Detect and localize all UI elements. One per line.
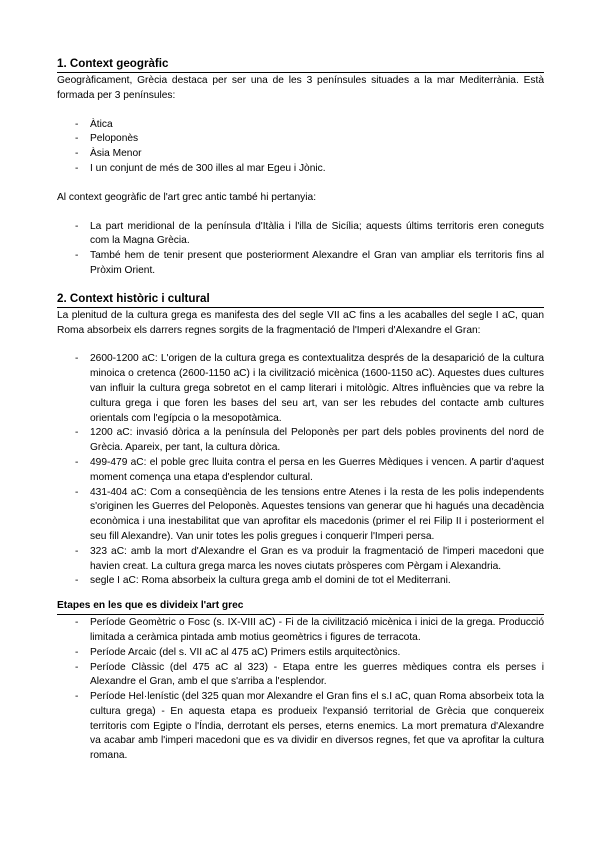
- list-item: - I un conjunt de més de 300 illes al mar Egeu i Jònic.: [75, 162, 326, 174]
- list-item: - 323 aC: amb la mort d'Alexandre el Gran es va produir la fragmentació de l'imperi macedoni que havien creat. La cultura grega marca les noves ciutats pròsperes com Pèrgam i Alexandria.: [75, 545, 544, 572]
- list-item: - 431-404 aC: Com a conseqüència de les tensions entre Atenes i la resta de les polis independents s'originen les Guerres del Peloponès. Aquestes tensions van generar que hi hagués una decadència econòmica i una inestabilitat que van aprofitar els macedonis (primer el rei Filip II i posteriorment el seu fill Alexandre). Van unir totes les polis gregues i conquerir l'Imperi persa.: [75, 486, 544, 542]
- context-list: [57, 220, 544, 279]
- list-item: - Peloponès: [75, 133, 139, 145]
- list-item: - Període Clàssic (del 475 aC al 323) - Etapa entre les guerres mèdiques contra els perses i Alexandre el Gran, amb el que s'arriba a l'esplendor.: [75, 661, 544, 688]
- list-item: - Àtica: [75, 118, 113, 130]
- section-2-heading: 2. Context històric i cultural: [57, 291, 544, 308]
- list-item: - Àsia Menor: [75, 148, 142, 160]
- list-item: - 2600-1200 aC: L'origen de la cultura grega es contextualitza després de la desaparició de la cultura minoica o cretenca (2600-1150 aC) i la civilització micènica (1600-1150 aC). Aquestes dues cultures van influir la cultura grega sobretot en el camp literari i mitològic. Altres influències que va rebre la cultura grega i que foren les bases del seu art, van ser les rebudes del contacte amb cultures orientals com l'egípcia o la mesopotàmica.: [75, 353, 544, 424]
- section-3-heading: Etapes en les que es divideix l'art grec: [57, 599, 544, 615]
- stages-list: [57, 616, 544, 764]
- list-item: - La part meridional de la península d'Itàlia i l'illa de Sicília; aquests últims territoris eren coneguts com la Magna Grècia.: [75, 220, 544, 247]
- list-item: - Període Hel·lenístic (del 325 quan mor Alexandre el Gran fins el s.I aC, quan Roma absorbeix tota la cultura grega) - En aquesta etapa es produeix l'expansió territorial de Grècia que conquereix territoris com Egipte o l'Índia, derrotant els perses, eterns enemics. La mort prematura d'Alexandre va acabar amb l'imperi macedoni que es va dividir en diversos regnes, fet que va aprofitar la cultura romana.: [75, 691, 544, 762]
- section-1-intro: Geogràficament, Grècia destaca per ser una de les 3 penínsules situades a la mar Mediterrània. Està formada per 3 penínsules:: [57, 75, 544, 101]
- section-2-intro: La plenitud de la cultura grega es manifesta des del segle VII aC fins a les acaballes del segle I aC, quan Roma absorbeix els darrers regnes sorgits de la fragmentació de l'Imperi d'Alexandre el Gran:: [57, 309, 544, 336]
- list-item: - Període Geomètric o Fosc (s. IX-VIII aC) - Fi de la civilització micènica i inici de la grega. Producció limitada a ceràmica pintada amb motius geomètrics i figures de terracota.: [75, 617, 544, 643]
- list-item: - També hem de tenir present que posteriorment Alexandre el Gran van ampliar els territoris fins al Pròxim Orient.: [75, 250, 544, 276]
- context-intro: Al context geogràfic de l'art grec antic també hi pertanyia:: [57, 191, 317, 203]
- list-item: - segle I aC: Roma absorbeix la cultura grega amb el domini de tot el Mediterrani.: [75, 575, 451, 587]
- section-1-heading: 1. Context geogràfic: [57, 56, 544, 73]
- list-item: - 1200 aC: invasió dòrica a la península del Peloponès per part dels pobles provinents del nord de Grècia. Apareix, per tant, la cultura dòrica.: [75, 427, 544, 454]
- timeline-list: [57, 352, 544, 589]
- list-item: - Període Arcaic (del s. VII aC al 475 aC) Primers estils arquitectònics.: [75, 646, 401, 658]
- peninsula-list: [57, 118, 544, 177]
- list-item: - 499-479 aC: el poble grec lluita contra el persa en les Guerres Mèdiques i vencen. A partir d'aquest moment comença una etapa d'esplendor cultural.: [75, 456, 544, 483]
- document-page: [57, 56, 544, 764]
